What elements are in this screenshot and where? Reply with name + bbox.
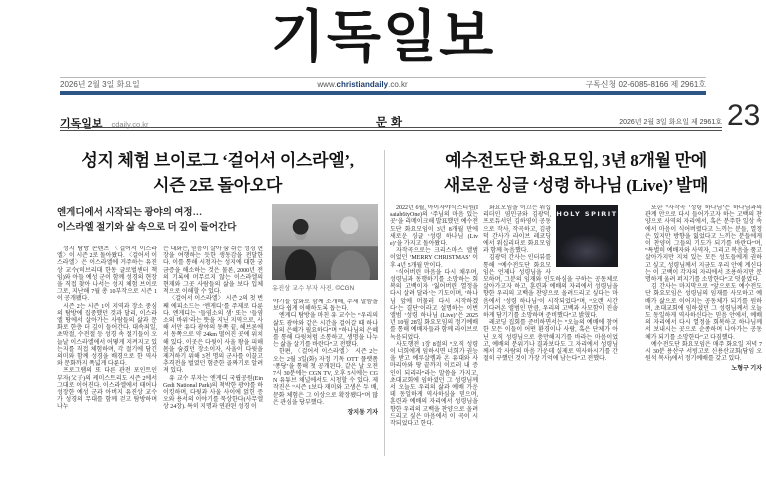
masthead-url xyxy=(317,80,407,89)
paragraph: ‘식어버린 마음을 다시 채우며, 성령님과 동행하기를 소망하는 회복의 고백이자 ‘잃어버린 열정을 다시 살려 달라’는 기도이며, ‘하나님 앞에 머물러 다시 시작하겠다’는 결단’이라고 설명하는 이번 앨범 ‘성령 하나님 (Live)’은 2025년 10월 28일 화요모임의 정기예배를 통해 예배자들과 함께 라이브로 녹음되었다. xyxy=(390,269,478,341)
right-reporter-byline: 노형구 기자 xyxy=(731,366,762,373)
page-number: 23 xyxy=(727,99,761,132)
left-body-column-3 xyxy=(273,299,378,460)
right-body-column-2 xyxy=(483,205,618,458)
left-subtitle-line1: 엔게디에서 시작되는 광야의 여정… xyxy=(57,208,203,218)
paragraph: 예수전도단 화요모임은 매주 화요일 저녁 7시 30분 용산구 서빙고로 신용산교회(담임 오원석 목사)에서 정기예배를 갖고 있다. xyxy=(645,341,762,363)
article-divider xyxy=(384,150,385,456)
paragraph: 〈걸어서 이스라엘〉 시즌 2의 첫 번째 에피소드는 ‘엔게디’를 주제로 다룬다. 엔게디는 ‘들염소의 샘’ 또는 ‘들염소의 바위’라는 뜻을 지닌 지역으로, 사해 서안 유다 광야의 동쪽 끝, 헤브론에서 동쪽으로 약 24km 떨어진 곳에 위치해 있다. 이곳은 다윗이 사울 왕을 피해 몸을 숨겼던 장소이자, 사울이 다윗을 제거하기 위해 3천 명의 군사를 이끌고 추격전을 벌였던 험준한 골짜기로 알려져 있다. xyxy=(163,296,263,375)
paragraph: 유 교수 부자는 엔게디 국립공원(Ein Gedi National Park)의 척박한 광야를 하이킹하며, 다윗과 사울 사이에 얽힌 증오와 용서의 이야기를 묵상한다(사무엘상 24장). 특히 지명과 연관된 성경 이 xyxy=(163,375,263,411)
paragraph: 사도행전 1장 8절의 “오직 성령이 너희에게 임하시면 너희가 권능을 받고 예루살렘과 온 유대와 사마리아와 땅 끝까지 이르러 내 증인이 되리라”라는 말씀을 가지고, 초대교회에 임하셨던 그 성령님께서 오늘도 우리의 삶과 예배 가운데 동일하게 역사하심을 믿으며, 훈련과 예배의 자리에서 성령님을 향한 우리의 고백을 찬양으로 올려드리고 싶은 마음에서 이 곡이 시작되었다고 한다. xyxy=(390,341,478,428)
left-article xyxy=(57,148,378,460)
left-headline-line2: 시즌 2로 돌아오다 xyxy=(153,176,282,195)
left-body-column-1 xyxy=(57,246,157,460)
right-headline-line2: 새로운 싱글 ‘성령 하나님 (Live)’ 발매 xyxy=(443,176,709,195)
album-cover xyxy=(556,205,618,267)
right-headline-line1: 예수전도단 화요모임, 3년 8개월 만에 xyxy=(445,151,707,170)
right-article-headline xyxy=(390,148,762,198)
left-article-headline xyxy=(57,148,378,198)
paper-domain: cdaily.co.kr xyxy=(111,120,149,129)
paragraph: 레코딩 집회를 준비하면서는 “오늘의 예배에 참여한 모든 이들이 어떤 환경이나 사람, 혹은 단체가 아닌 오직 성령님으로 충만해지기를 바라는 마음이었고, 예배의 분위기나 결과보다도 그 자리에서 성령님께서 각 사람의 마음 가운데 실제로 역사하시기를 간절히 구했던 것이 가장 기억에 남는다”고 전했다. xyxy=(483,320,618,363)
paragraph: 는 대화는, 믿음이 살아 숨 쉬는 성경 현장을 여행하는 듯한 생동감을 전달한다. 이를 통해 시청자는 성지에 대한 궁금증을 해소하는 것은 물론, 2000년 전의 기록에 머무르지 않는 이스라엘의 현재와 그곳 사람들의 삶을 보다 입체적으로 이해할 수 있다. xyxy=(163,246,263,296)
paper-name: 기독일보 xyxy=(60,118,103,130)
paragraph: 한편, 〈걸어서 이스라엘〉 시즌 2는 오는 2월 3일(화) 자정 기독 OTT 플랫폼 ‘퐁당’을 통해 첫 공개된다. 같은 날 오전 7시 30분에는 CGN TV, 오후 5시에는 CGN 유튜브 채널에서도 시청할 수 있다. 제작진은 “시즌 1보다 재미와 고생은 두 배, 문화 체험은 그 이상으로 확장됐다”며 많은 관심을 당부했다. xyxy=(273,349,378,406)
paragraph: 프로그램의 또 다른 관전 포인트인 부자(父子)의 케미스트리도 시즌 2에서 그대로 이어진다. 이스라엘에서 태어나 성장한 예성 군과 아버지 유진상 교수가 성경의 무대를 함께 걷고 탐방하며 나누 xyxy=(57,368,157,411)
left-subtitle-line2: 이스라엘 절기와 삶 속으로 더 깊이 들어간다 xyxy=(57,223,237,233)
section-title: 문화 xyxy=(375,117,407,129)
masthead-accent-bar xyxy=(60,91,706,95)
left-headline-line1: 성지 체험 브이로그 ‘걸어서 이스라엘’, xyxy=(81,151,354,170)
paragraph: 또한 “자작곡 ‘성령 하나님’은 하나님과의 관계 안으로 다시 들어가고자 하는 고백의 찬양으로 사역의 자리에서, 혹은 분주한 일상 속에서 마음이 식어버렸다고 느끼는 분들, 열정은 있지만 방향을 잃었다고 느끼는 분들에게 이 찬양이 그들의 기도가 되기를 바란다”며, “특별히 예배자와 사역자, 그리고 복음을 품고 살아가지만 지쳐 있는 모든 성도들에게 권하고 싶고, 성령님께서 지금도 우리 안에 계신다는 이 고백이 각자의 자리에서 조용하지만 분명하게 울려 퍼지기를 소망한다”고 덧붙였다. xyxy=(645,205,762,284)
paragraph: 자작곡으로는 크리스마스 앨범이었던 ‘MERRY CHRISTMAS’ 이후 4년 5개월 만이다. xyxy=(390,248,478,269)
album-title-text: HOLY SPIRIT xyxy=(556,210,618,218)
right-body-column-3 xyxy=(645,205,762,458)
column-paragraphs xyxy=(645,205,762,363)
masthead-title: 기독일보 xyxy=(270,7,496,69)
paragraph: 2022년 6월, 아이자야식스티원(Isaiah6tyOne)의 ‘주님의 마음 있는 곳’을 리메이크해 발표했던 예수전도단 화요모임이 3년 8개월 만에 새로운 싱글 ‘성령 하나님 (Live)’을 가지고 돌아왔다. xyxy=(390,205,478,248)
paragraph: 화요모임을 이끄는 워십리더인 염민규와 김광덕, 프로듀서인 김하영이 공동으로 작사, 작곡하고, 김광덕 간사가 라이브 레코딩에서 워십리더로 화요모임과 함께 녹음했다. xyxy=(483,205,551,255)
masthead-date: 2026년 2월 3일 화요일 xyxy=(60,80,140,89)
column-paragraphs xyxy=(273,299,378,407)
left-body-column-2 xyxy=(163,246,263,460)
column-paragraphs xyxy=(390,205,478,428)
paragraph: 시즌 2는 시즌 1이 지역과 장소 중심의 탐방에 집중했던 것과 달리, 이스라엘 땅에서 살아가는 사람들의 삶과 문화로 한층 더 깊이 들어간다. 대속죄일, 초막절, 수전절 등 성경 속 절기들이 오늘날 이스라엘에서 어떻게 지켜지고 있는지를 직접 체험하며, 각 절기에 담긴 의미와 함께 성경을 배경으로 한 역사와 문화까지 폭넓게 다룬다. xyxy=(57,303,157,368)
masthead-divider-line xyxy=(60,77,706,78)
photo-caption: 유진상 교수 부자 사진. ©CGN xyxy=(272,285,355,292)
paragraph: 엔게디 탐방을 마친 유 교수는 “우리의 삶도 광야와 같은 시간을 걸어갈 때 하나님의 은혜가 필요하다”며 “하나님의 은혜를 통해 다윗처럼 소통하고, 생명을 나누는 삶을 살기를 바란다”고 전했다. xyxy=(273,313,378,349)
column-paragraphs xyxy=(57,246,157,412)
url-domain: christiandaily xyxy=(336,80,389,89)
paragraph: 성지 탐방 콘텐츠 〈걸어서 이스라엘〉이 시즌 2로 돌아왔다. 〈걸어서 이스라엘〉은 이스라엘에 거주하는 유진상 교수(히브리대 한동 글로벌센터 책임)와 아들 예성 군이 함께 성경의 현장을 직접 찾아 나서는 성지 체험 브이로그로, 지난해 7월 총 10부작으로 시즌 1이 공개됐다. xyxy=(57,246,157,303)
paragraph: 김 간사는 마지막으로 “앞으로도 예수전도단 화요모임은 성령님의 임재를 사모하고 예배가 삶으로 이어지는 공동체가 되기를 원하며, 초대교회에 임하셨던 그 성령님께서 오늘도 동일하게 역사하신다는 믿음 안에서, 예배의 자리에서 다시 열정을 회복하고 하나님께서 보내시는 곳으로 순종하며 나아가는 공동체가 되기를 소망한다”고 다짐했다. xyxy=(645,284,762,341)
paragraph: 야기를 삽화로 함께 소개해, 주제 말씀을 보다 쉽게 이해하도록 돕는다. xyxy=(273,299,378,313)
left-reporter-byline: 장지동 기자 xyxy=(347,410,378,417)
subscription-info: 구독신청 02-6085-8166 제 2961호 xyxy=(585,80,706,89)
left-article-subtitle xyxy=(57,206,267,236)
url-www: www. xyxy=(317,80,337,89)
column-paragraphs xyxy=(163,246,263,412)
article-photo xyxy=(272,204,378,280)
url-tld: .co.kr xyxy=(388,80,408,89)
edition-info: 2026년 2월 3일 화요일 제 2961호 xyxy=(619,119,722,126)
masthead-info-row xyxy=(60,79,706,90)
paragraph: 김광덕 간사는 인터뷰를 통해 “예수전도단 화요모임은 언제나 성령님을 사모하며, 그분의 임재와 인도하심을 구하는 공동체로 살아가고자 하고, 훈련과 예배의 자리에서 성령님을 향한 우리의 고백을 찬양으로 올려드리고 싶다는 마음에서 ‘성령 하나님’이 시작되었다”며, “오랜 시간 기다려온 앨범인 만큼, 우리의 고백과 사모함이 진솔하게 담기기를 소망하며 준비했다”고 밝혔다. xyxy=(483,255,618,320)
section-strip-rule xyxy=(60,127,722,131)
right-article xyxy=(390,148,762,460)
right-body-column-1 xyxy=(390,205,478,458)
